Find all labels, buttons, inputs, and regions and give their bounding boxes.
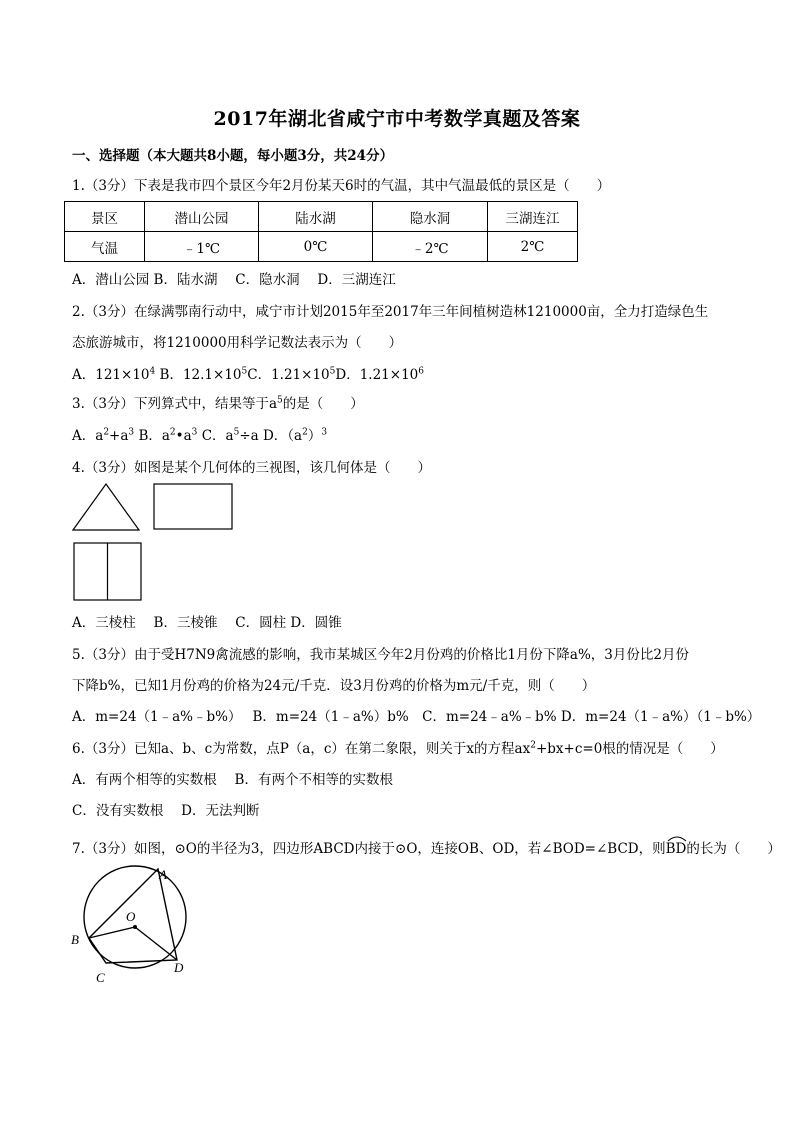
option-d: D．1.21×10 — [335, 367, 419, 383]
question-5-options: A．m=24（1﹣a%﹣b%） B．m=24（1﹣a%）b% C．m=24﹣a%﹣b% D．m=24（1﹣a%）（1﹣b%） — [72, 709, 761, 725]
question-1-stem: 1.（3分）下表是我市四个景区今年2月份某天6时的气温，其中气温最低的景区是（ ） — [72, 178, 611, 194]
page-title: 2017年湖北省咸宁市中考数学真题及答案 — [213, 108, 581, 130]
label-d: D — [174, 960, 184, 975]
question-4-stem: 4.（3分）如图是某个几何体的三视图，该几何体是（ ） — [72, 460, 431, 476]
question-1-options: A．潜山公园 B．陆水湖 C．隐水洞 D．三湖连江 — [72, 272, 396, 288]
table-cell: ﹣2℃ — [373, 232, 488, 262]
temperature-table — [64, 201, 578, 262]
table-cell: 气温 — [65, 232, 145, 262]
question-2-options — [72, 366, 424, 384]
question-6-stem: 6.（3分）已知a、b、c为常数，点P（a，c）在第二象限，则关于x的方程$ax^2+bx+c=0$根的情况是（ ） — [72, 740, 724, 757]
question-3-stem-pre: 3.（3分）下列算式中，结果等于a — [72, 396, 278, 412]
label-a: A — [159, 867, 167, 882]
question-2-stem-line2: 态旅游城市，将1210000用科学记数法表示为（ ） — [72, 335, 403, 351]
table-cell: 陆水湖 — [259, 202, 373, 232]
three-view-diagram — [68, 480, 248, 605]
table-cell: 潜山公园 — [145, 202, 259, 232]
table-cell: ﹣1℃ — [145, 232, 259, 262]
segment-ob — [89, 927, 135, 938]
label-c: C — [96, 970, 105, 985]
question-5-stem-line2: 下降b%，已知1月份鸡的价格为24元/千克．设3月份鸡的价格为m元/千克，则（ ） — [72, 678, 596, 694]
question-7-stem-pre: 7.（3分）如图，⊙O的半径为3，四边形ABCD内接于⊙O，连接OB、OD，若∠BOD=∠BCD，则 — [72, 841, 666, 857]
question-3-stem-post: 的是（ ） — [282, 396, 364, 412]
front-view-triangle — [73, 484, 139, 530]
question-2-stem-line1: 2.（3分）在绿满鄂南行动中，咸宁市计划2015年至2017年三年间植树造林1210000亩，全力打造绿色生 — [72, 304, 709, 320]
option-c: C．1.21×10 — [247, 367, 330, 383]
question-7-stem-post: 的长为（ ） — [686, 841, 781, 857]
arc-text: BD — [665, 841, 687, 857]
question-5-stem-line1: 5.（3分）由于受H7N9禽流感的影响，我市某城区今年2月份鸡的价格比1月份下降a%，3月份比2月份 — [72, 647, 689, 663]
question-3-options: A．$a^2+a^3$ B．$a^2•a^3$ C．$a^5\div a$ D．$(a^2)^3$ — [72, 427, 328, 444]
label-o: O — [126, 909, 136, 924]
side-view-rectangle — [154, 484, 232, 529]
option-b: B．12.1×10 — [155, 367, 242, 383]
question-3-exponent: 5 — [277, 395, 283, 406]
option-a: A．121×10 — [72, 367, 150, 383]
table-cell: 2℃ — [488, 232, 578, 262]
arc-symbol — [666, 834, 688, 842]
table-header-row — [65, 202, 578, 232]
question-7-stem — [72, 840, 781, 858]
question-6-options-line1: A．有两个相等的实数根 B．有两个不相等的实数根 — [72, 772, 393, 788]
question-4-options: A．三棱柱 B．三棱锥 C．圆柱 D．圆锥 — [72, 615, 342, 631]
option-c-exponent: 5 — [329, 366, 336, 377]
question-6-options-line2: C．没有实数根 D．无法判断 — [72, 803, 260, 819]
table-cell: 隐水洞 — [373, 202, 488, 232]
table-cell: 景区 — [65, 202, 145, 232]
circle-diagram — [66, 862, 206, 992]
section-heading: 一、选择题（本大题共8小题，每小题3分，共24分） — [72, 148, 394, 164]
option-a-exponent: 4 — [149, 366, 156, 377]
table-cell: 0℃ — [259, 232, 373, 262]
option-d-exponent: 6 — [418, 366, 424, 377]
option-b-exponent: 5 — [241, 366, 248, 377]
label-b: B — [71, 932, 79, 947]
table-row — [65, 232, 578, 262]
arc-bd-label — [666, 840, 687, 858]
center-point — [133, 925, 137, 929]
question-3-stem — [72, 395, 364, 413]
table-cell: 三湖连江 — [488, 202, 578, 232]
